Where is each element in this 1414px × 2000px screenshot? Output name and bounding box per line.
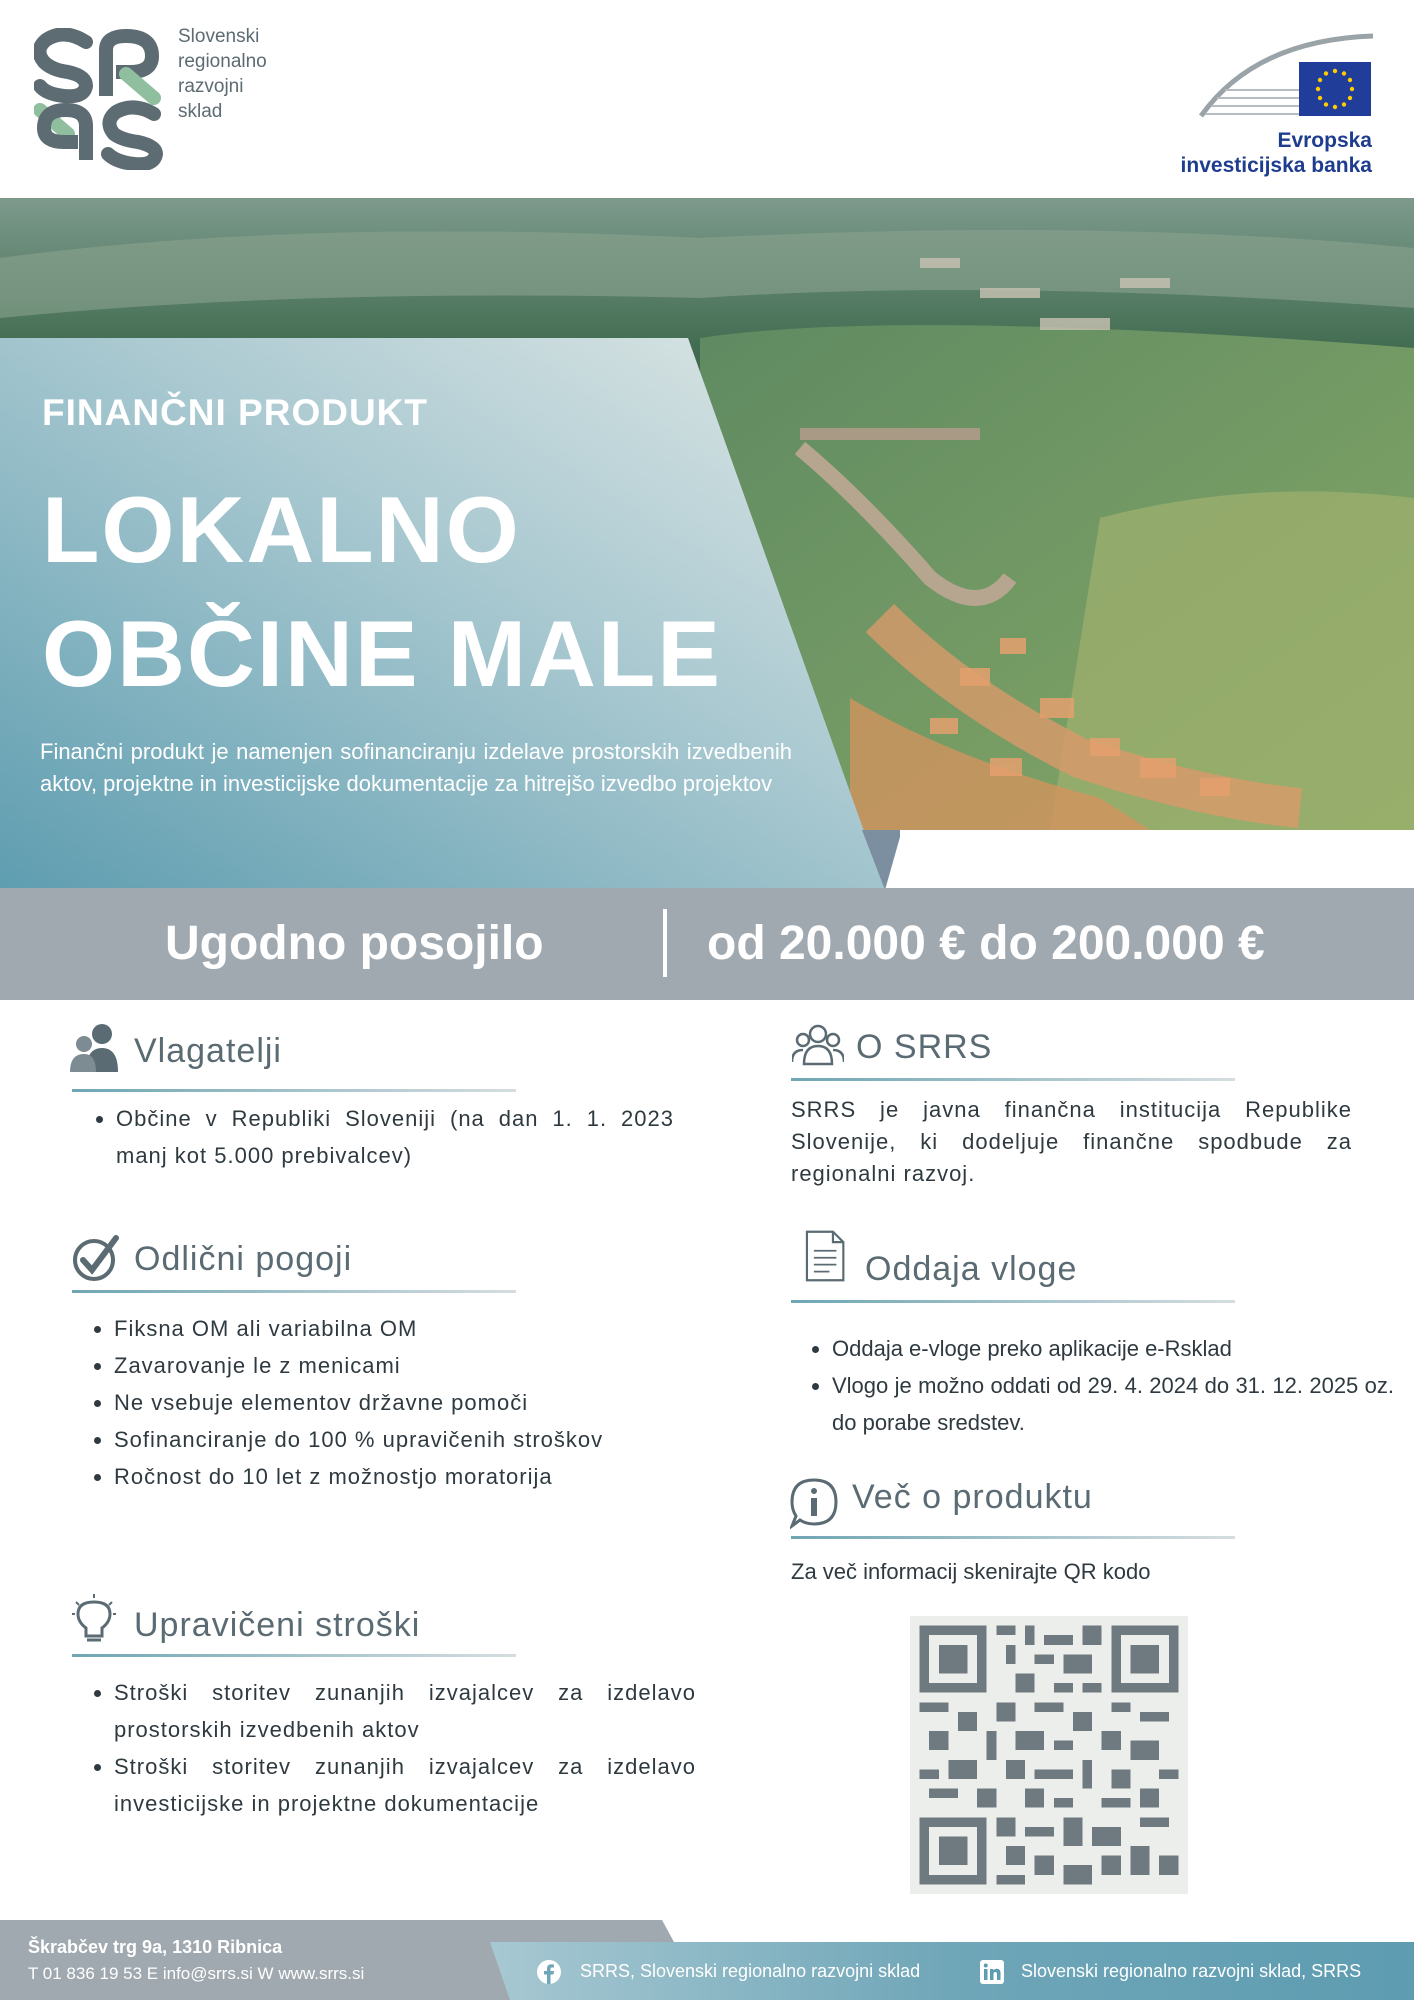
list-item: • Oddaja e-vloge preko aplikacije e-Rsklad xyxy=(832,1330,1394,1367)
info-icon xyxy=(790,1478,838,1530)
srrs-name: Slovenski regionalno razvojni sklad xyxy=(178,26,267,122)
product-description: Finančni produkt je namenjen sofinanciranju izdelave prostorskih izvedbenih aktov, projektne in investicijske dokumentacije za hitrejšo izvedbo projektov xyxy=(40,739,792,796)
section-divider xyxy=(791,1078,1235,1081)
linkedin-icon[interactable] xyxy=(980,1960,1004,1984)
section-divider xyxy=(791,1300,1235,1303)
section-title-o-srrs: O SRRS xyxy=(856,1028,993,1066)
eib-name: Evropska investicijska banka xyxy=(1180,129,1372,177)
list-item: • Stroški storitev zunanjih izvajalcev za izdelavo prostorskih izvedbenih aktov xyxy=(114,1674,696,1748)
list-item: • Ne vsebuje elementov državne pomoči xyxy=(114,1384,674,1421)
page-footer xyxy=(0,1920,1414,2000)
list-item: • Občine v Republiki Sloveniji (na dan 1. 1. 2023 manj kot 5.000 prebivalcev) xyxy=(116,1100,674,1174)
section-title-stroski: Upravičeni stroški xyxy=(134,1606,421,1644)
section-title-vec: Več o produktu xyxy=(852,1478,1093,1516)
list-item: • Fiksna OM ali variabilna OM xyxy=(114,1310,674,1347)
banner-divider xyxy=(663,909,667,977)
eib-logo xyxy=(1195,30,1375,120)
oddaja-list xyxy=(792,1330,1394,1441)
people-outline-icon xyxy=(792,1022,844,1066)
linkedin-link[interactable]: Slovenski regionalno razvojni sklad, SRRS xyxy=(1021,1961,1362,1981)
section-divider xyxy=(72,1654,516,1657)
o-srrs-text: SRRS je javna finančna institucija Republike Slovenije, ki dodeljuje finančne spodbude za regionalni razvoj. xyxy=(791,1097,1352,1186)
product-kicker: FINANČNI PRODUKT xyxy=(42,392,428,433)
checkmark-circle-icon xyxy=(72,1232,120,1284)
lightbulb-icon xyxy=(72,1594,120,1646)
facebook-link[interactable]: SRRS, Slovenski regionalno razvojni sklad xyxy=(580,1961,921,1981)
footer-contact[interactable]: T 01 836 19 53 E info@srrs.si W www.srrs.si xyxy=(28,1964,365,1983)
loan-type: Ugodno posojilo xyxy=(165,917,544,970)
section-title-oddaja: Oddaja vloge xyxy=(865,1250,1078,1288)
qr-code[interactable] xyxy=(910,1616,1188,1894)
srrs-logo xyxy=(34,28,164,170)
vec-text: Za več informacij skenirajte QR kodo xyxy=(791,1559,1151,1584)
section-title-pogoji: Odlični pogoji xyxy=(134,1240,353,1278)
facebook-icon[interactable] xyxy=(537,1960,561,1984)
list-item: • Zavarovanje le z menicami xyxy=(114,1347,674,1384)
product-title: LOKALNO OBČINE MALE xyxy=(42,477,722,706)
stroski-list xyxy=(74,1674,696,1822)
section-divider xyxy=(72,1089,516,1092)
vlagatelji-list xyxy=(76,1100,674,1174)
list-item: • Vlogo je možno oddati od 29. 4. 2024 do 31. 12. 2025 oz. do porabe sredstev. xyxy=(832,1367,1394,1441)
footer-address: Škrabčev trg 9a, 1310 Ribnica xyxy=(28,1937,283,1957)
list-item: • Ročnost do 10 let z možnostjo moratorija xyxy=(114,1458,674,1495)
pogoji-list xyxy=(74,1310,674,1495)
document-icon xyxy=(802,1230,850,1282)
section-title-vlagatelji: Vlagatelji xyxy=(134,1032,282,1070)
section-divider xyxy=(72,1290,516,1293)
loan-amount: od 20.000 € do 200.000 € xyxy=(707,917,1265,970)
section-divider xyxy=(791,1536,1235,1539)
list-item: • Sofinanciranje do 100 % upravičenih stroškov xyxy=(114,1421,674,1458)
list-item: • Stroški storitev zunanjih izvajalcev za izdelavo investicijske in projektne dokumentacije xyxy=(114,1748,696,1822)
user-group-icon xyxy=(70,1022,118,1074)
